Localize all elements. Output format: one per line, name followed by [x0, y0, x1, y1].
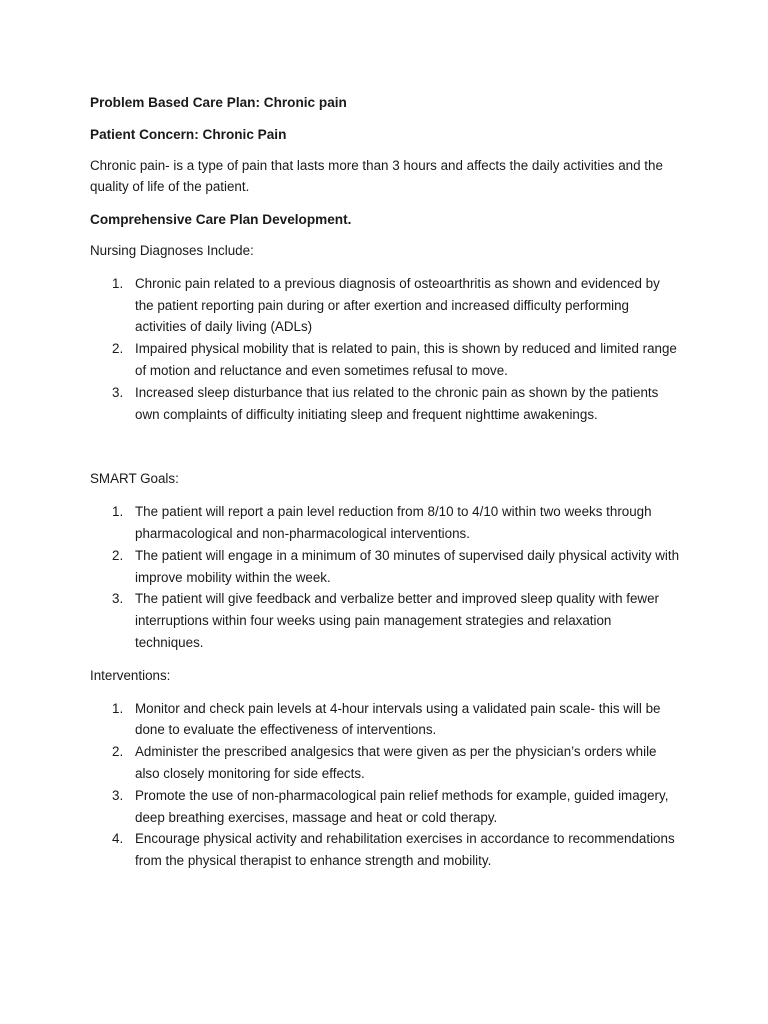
- list-item: [90, 501, 682, 545]
- list-item-text: Monitor and check pain levels at 4-hour intervals using a validated pain scale- this will be done to evaluate the effectiveness of interventions.: [135, 700, 661, 738]
- list-item: [90, 382, 682, 426]
- list-item: [90, 741, 682, 785]
- nursing-diagnoses-list: [90, 273, 682, 426]
- list-item-text: Administer the prescribed analgesics that were given as per the physician’s orders while also closely monitoring for side effects.: [135, 744, 657, 781]
- nursing-diagnoses-label: Nursing Diagnoses Include:: [90, 242, 254, 258]
- list-item: [90, 338, 682, 382]
- list-item: [90, 698, 682, 742]
- list-item: [90, 785, 682, 829]
- interventions-label: Interventions:: [90, 667, 171, 683]
- smart-goals-label: SMART Goals:: [90, 471, 179, 487]
- list-item-text: Chronic pain related to a previous diagnosis of osteoarthritis as shown and evidenced by the patient reporting pain during or after exertion and increased difficulty performing activities of daily living (ADLs): [135, 275, 660, 335]
- list-item-text: The patient will report a pain level reduction from 8/10 to 4/10 within two weeks through pharmacological and non-pharmacological interventions.: [135, 504, 652, 541]
- list-number: 3.: [112, 591, 124, 607]
- interventions-list: [90, 698, 682, 872]
- list-number: 4.: [112, 831, 124, 847]
- list-item-text: Impaired physical mobility that is related to pain, this is shown by reduced and limited range of motion and reluctance and even sometimes refusal to move.: [135, 341, 677, 378]
- smart-goals-list: [90, 501, 682, 654]
- list-number: 1.: [112, 504, 124, 520]
- list-item: [90, 545, 682, 589]
- list-item: [90, 273, 682, 338]
- list-number: 2.: [112, 341, 124, 357]
- list-number: 3.: [112, 787, 124, 803]
- list-item: [90, 828, 682, 872]
- document-title: Problem Based Care Plan: Chronic pain: [90, 95, 347, 110]
- list-item: [90, 588, 682, 653]
- chronic-pain-definition: Chronic pain- is a type of pain that lasts more than 3 hours and affects the daily activities and the quality of life of the patient.: [90, 157, 663, 195]
- list-item-text: The patient will engage in a minimum of 30 minutes of supervised daily physical activity with improve mobility within the week.: [135, 547, 680, 585]
- list-number: 1.: [112, 700, 124, 716]
- list-item-text: Increased sleep disturbance that ius related to the chronic pain as shown by the patients own complaints of difficulty initiating sleep and frequent nighttime awakenings.: [135, 384, 659, 422]
- patient-concern-heading: Patient Concern: Chronic Pain: [90, 126, 287, 142]
- list-number: 3.: [112, 384, 124, 400]
- list-number: 2.: [112, 547, 124, 563]
- list-number: 2.: [112, 744, 124, 760]
- list-number: 1.: [112, 275, 124, 291]
- list-item-text: The patient will give feedback and verbalize better and improved sleep quality with fewer interruptions within four weeks using pain management strategies and relaxation techniques.: [135, 591, 660, 650]
- list-item-text: Promote the use of non-pharmacological pain relief methods for example, guided imagery, deep breathing exercises, massage and heat or cold therapy.: [135, 787, 669, 825]
- list-item-text: Encourage physical activity and rehabilitation exercises in accordance to recommendations from the physical therapist to enhance strength and mobility.: [135, 831, 675, 869]
- document-page: [90, 92, 682, 872]
- care-plan-heading: Comprehensive Care Plan Development.: [90, 212, 352, 228]
